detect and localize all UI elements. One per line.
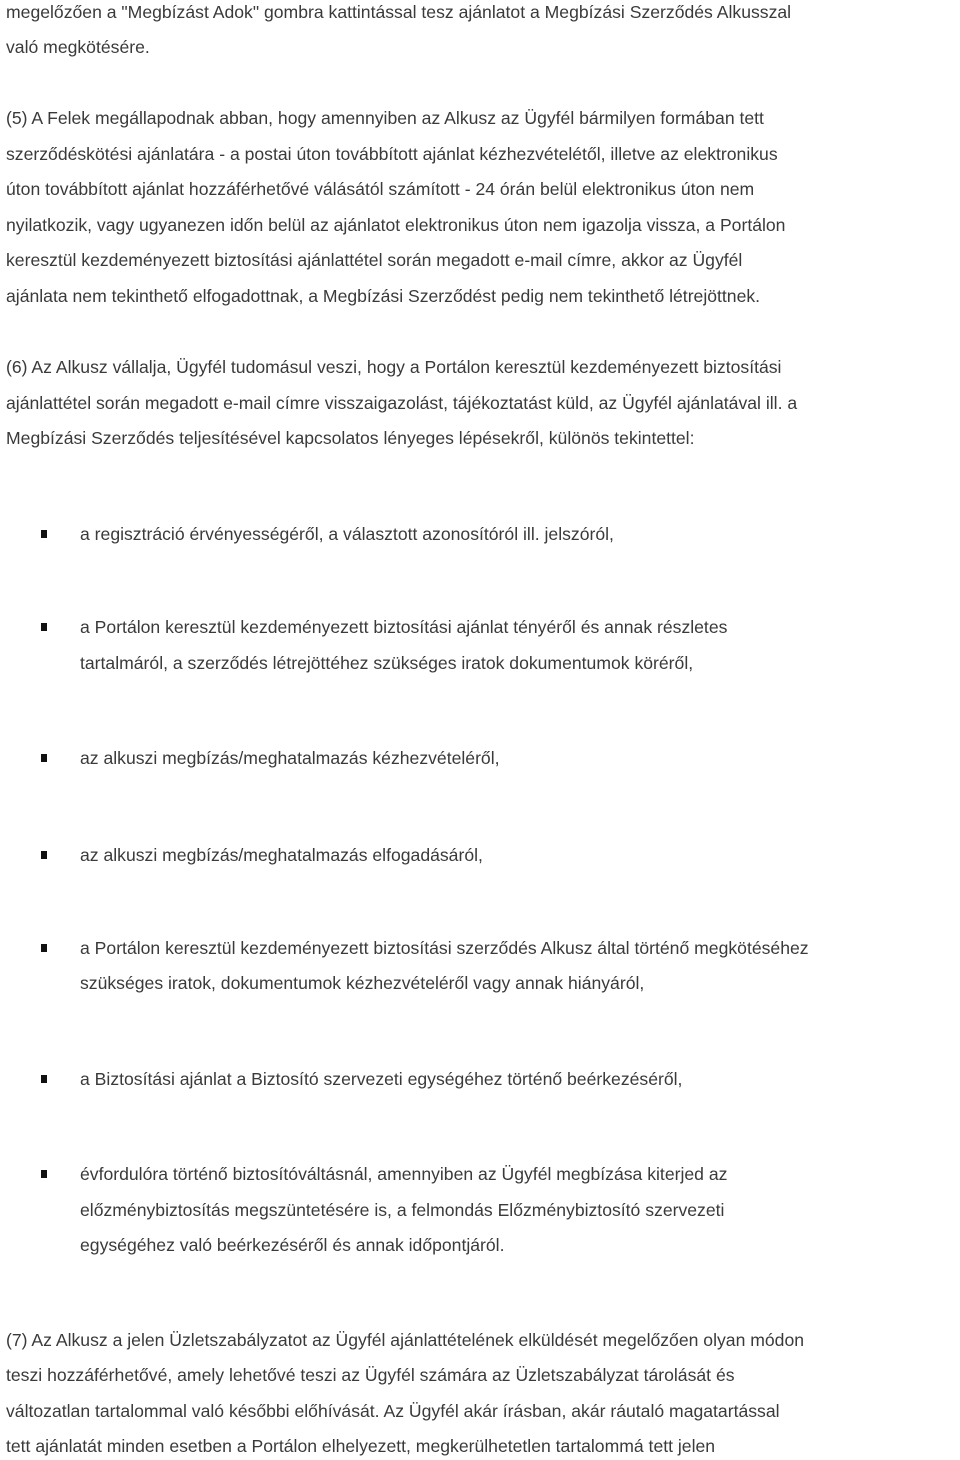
paragraph-6-line: Megbízási Szerződés teljesítésével kapcsolatos lényeges lépésekről, különös tekintettel: [6,428,695,448]
bullet-item-line: előzménybiztosítás megszüntetésére is, a felmondás Előzménybiztosító szervezeti [80,1200,725,1220]
bullet-item-line: egységéhez való beérkezéséről és annak időpontjáról. [80,1235,505,1255]
bullet-item-line: az alkuszi megbízás/meghatalmazás elfogadásáról, [80,845,483,865]
bullet-square-icon [41,754,47,762]
paragraph-5-line: nyilatkozik, vagy ugyanezen időn belül az ajánlatot elektronikus úton nem igazolja vissza, a Portálon [6,215,786,235]
paragraph-7-line: teszi hozzáférhetővé, amely lehetővé teszi az Ügyfél számára az Üzletszabályzat tárolását és [6,1365,735,1385]
bullet-item-line: a Portálon keresztül kezdeményezett biztosítási szerződés Alkusz által történő megkötéséhez [80,938,809,958]
bullet-square-icon [41,623,47,631]
bullet-item-line: a regisztráció érvényességéről, a választott azonosítóról ill. jelszóról, [80,524,614,544]
paragraph-5-line: úton továbbított ajánlat hozzáférhetővé válásától számított - 24 órán belül elektronikus úton nem [6,179,755,199]
paragraph-7-line: változatlan tartalommal való későbbi előhívását. Az Ügyfél akár írásban, akár ráutaló magatartással [6,1401,780,1421]
paragraph-6-line: ajánlattétel során megadott e-mail címre visszaigazolást, tájékoztatást küld, az Ügyfél ajánlatával ill. a [6,393,798,413]
bullet-square-icon [41,1170,47,1178]
bullet-square-icon [41,944,47,952]
intro-line: megelőzően a "Megbízást Adok" gombra kattintással tesz ajánlatot a Megbízási Szerződés Alkusszal [6,2,792,22]
paragraph-5-line: keresztül kezdeményezett biztosítási ajánlattétel során megadott e-mail címre, akkor az Ügyfél [6,250,743,270]
bullet-item-line: szükséges iratok, dokumentumok kézhezvételéről vagy annak hiányáról, [80,973,645,993]
intro-line: való megkötésére. [6,37,150,57]
bullet-item-line: a Biztosítási ajánlat a Biztosító szervezeti egységéhez történő beérkezéséről, [80,1069,683,1089]
bullet-square-icon [41,851,47,859]
bullet-item-line: az alkuszi megbízás/meghatalmazás kézhezvételéről, [80,748,500,768]
bullet-item-line: évfordulóra történő biztosítóváltásnál, amennyiben az Ügyfél megbízása kiterjed az [80,1164,728,1184]
paragraph-5-line: (5) A Felek megállapodnak abban, hogy amennyiben az Alkusz az Ügyfél bármilyen formában tett [6,108,764,128]
bullet-square-icon [41,1075,47,1083]
paragraph-5-line: ajánlata nem tekinthető elfogadottnak, a Megbízási Szerződést pedig nem tekinthető létrejöttnek. [6,286,761,306]
bullet-square-icon [41,530,47,538]
paragraph-5-line: szerződéskötési ajánlatára - a postai úton továbbított ajánlat kézhezvételétől, illetve az elektronikus [6,144,778,164]
paragraph-6-line: (6) Az Alkusz vállalja, Ügyfél tudomásul veszi, hogy a Portálon keresztül kezdeményezett biztosítási [6,357,782,377]
paragraph-7-line: (7) Az Alkusz a jelen Üzletszabályzatot az Ügyfél ajánlattételének elküldését megelőzően olyan módon [6,1330,805,1350]
paragraph-7-line: tett ajánlatát minden esetben a Portálon elhelyezett, megkerülhetetlen tartalommá tett jelen [6,1436,716,1456]
bullet-item-line: tartalmáról, a szerződés létrejöttéhez szükséges iratok dokumentumok köréről, [80,653,694,673]
bullet-item-line: a Portálon keresztül kezdeményezett biztosítási ajánlat tényéről és annak részletes [80,617,728,637]
